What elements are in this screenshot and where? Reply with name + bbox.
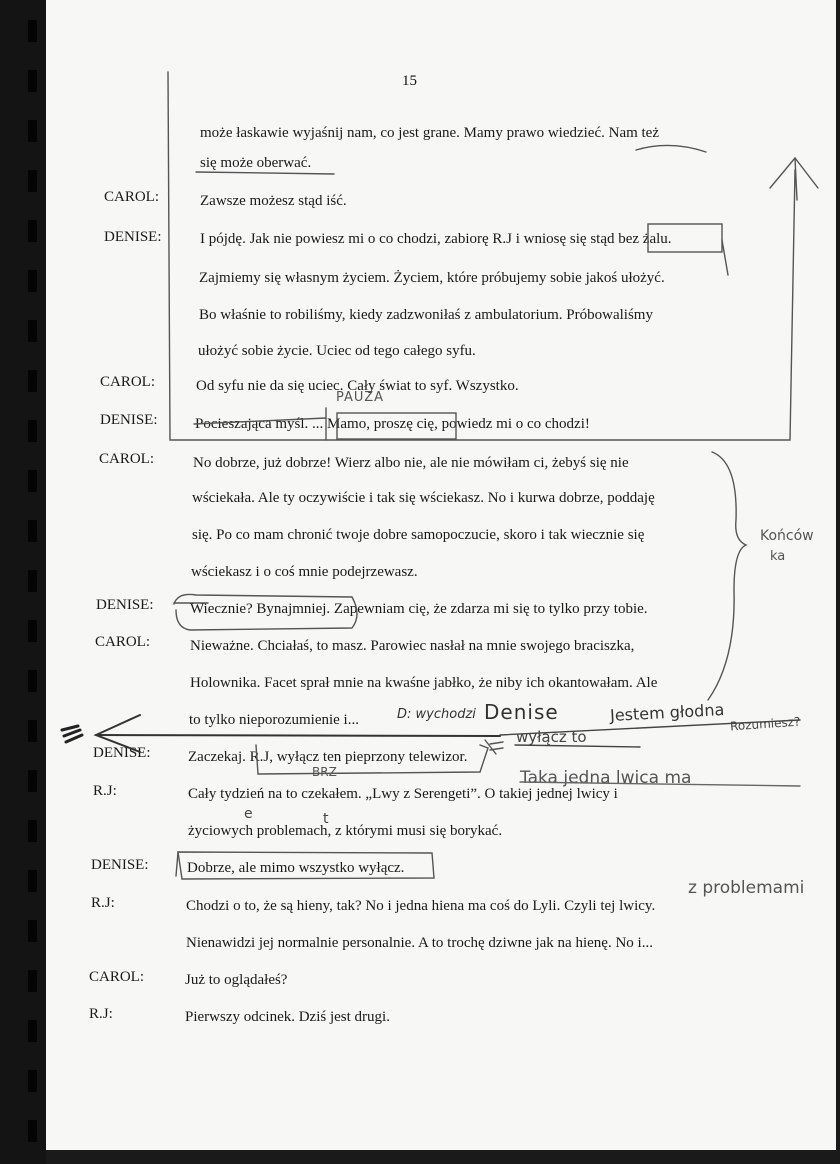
handwritten-note: e: [244, 806, 253, 822]
binding-hole: [28, 1120, 37, 1142]
dialogue-line: Chodzi o to, że są hieny, tak? No i jedna hiena ma coś do Lyli. Czyli tej lwicy.: [186, 898, 656, 914]
speaker-label: DENISE:: [91, 857, 149, 873]
dialogue-line: Dobrze, ale mimo wszystko wyłącz.: [187, 860, 405, 876]
dialogue-line: Pocieszająca myśl. ... Mamo, proszę cię, powiedz mi o co chodzi!: [195, 416, 590, 432]
binding-hole: [28, 1020, 37, 1042]
dialogue-line: Zajmiemy się własnym życiem. Życiem, które próbujemy sobie jakoś ułożyć.: [199, 270, 665, 286]
dialogue-line: Cały tydzień na to czekałem. „Lwy z Serengeti”. O takiej jednej lwicy i: [188, 786, 618, 802]
dialogue-line: wściekała. Ale ty oczywiście i tak się wściekasz. No i kurwa dobrze, poddaję: [192, 490, 655, 506]
script-page: [46, 0, 836, 1150]
handwritten-note: Denise: [484, 700, 559, 724]
handwritten-note: t: [323, 811, 329, 827]
binding-hole: [28, 520, 37, 542]
binding-hole: [28, 270, 37, 292]
handwritten-note: ka: [770, 549, 786, 564]
dialogue-line: Bo właśnie to robiliśmy, kiedy zadzwoniłaś z ambulatorium. Próbowaliśmy: [199, 307, 653, 323]
handwritten-note: Końców: [760, 528, 814, 544]
speaker-label: R.J:: [91, 895, 115, 911]
speaker-label: R.J:: [89, 1006, 113, 1022]
binding-hole: [28, 320, 37, 342]
binding-hole: [28, 420, 37, 442]
speaker-label: DENISE:: [100, 412, 158, 428]
dialogue-line: Nienawidzi jej normalnie personalnie. A to trochę dziwne jak na hienę. No i...: [186, 935, 653, 951]
binding-hole: [28, 870, 37, 892]
binding-hole: [28, 220, 37, 242]
binding-hole: [28, 170, 37, 192]
dialogue-line: Od syfu nie da się uciec. Cały świat to syf. Wszystko.: [196, 378, 519, 394]
binding-hole: [28, 620, 37, 642]
dialogue-line: się. Po co mam chronić twoje dobre samopoczucie, skoro i tak wiecznie się: [192, 527, 645, 543]
speaker-label: DENISE:: [96, 597, 154, 613]
binding-hole: [28, 770, 37, 792]
handwritten-note: z problemami: [688, 878, 805, 898]
binding-hole: [28, 470, 37, 492]
binding-hole: [28, 970, 37, 992]
binding-hole: [28, 370, 37, 392]
handwritten-note: Taka jedna lwica ma: [520, 768, 692, 788]
dialogue-line: I pójdę. Jak nie powiesz mi o co chodzi, zabiorę R.J i wniosę się stąd bez żalu.: [200, 231, 672, 247]
binding-hole: [28, 1070, 37, 1092]
binding-hole: [28, 670, 37, 692]
dialogue-line: ułożyć sobie życie. Uciec od tego całego syfu.: [198, 343, 476, 359]
dialogue-line: to tylko nieporozumienie i...: [189, 712, 359, 728]
speaker-label: DENISE:: [93, 745, 151, 761]
dialogue-line: się może oberwać.: [200, 155, 312, 171]
binding-hole: [28, 570, 37, 592]
binding-hole: [28, 920, 37, 942]
dialogue-line: Zawsze możesz stąd iść.: [200, 193, 347, 209]
speaker-label: CAROL:: [104, 189, 160, 205]
speaker-label: CAROL:: [89, 969, 145, 985]
dialogue-line: wściekasz i o coś mnie podejrzewasz.: [191, 564, 418, 580]
speaker-label: CAROL:: [99, 451, 155, 467]
dialogue-line: Już to oglądałeś?: [185, 972, 288, 988]
binding-hole: [28, 820, 37, 842]
dialogue-line: Pierwszy odcinek. Dziś jest drugi.: [185, 1009, 390, 1025]
speaker-label: CAROL:: [95, 634, 151, 650]
handwritten-note: Jestem głodna: [609, 700, 725, 725]
binding-hole: [28, 70, 37, 92]
dialogue-line: może łaskawie wyjaśnij nam, co jest grane. Mamy prawo wiedzieć. Nam też: [200, 125, 660, 141]
dialogue-line: No dobrze, już dobrze! Wierz albo nie, ale nie mówiłam ci, żebyś się nie: [193, 455, 629, 471]
binding-strip: [0, 0, 46, 1164]
binding-hole: [28, 20, 37, 42]
dialogue-line: Nieważne. Chciałaś, to masz. Parowiec nasłał na mnie swojego braciszka,: [190, 638, 635, 654]
handwritten-note: Rozumiesz?: [729, 714, 801, 734]
dialogue-line: życiowych problemach, z którymi musi się borykać.: [188, 823, 503, 839]
handwritten-note: D: wychodzi: [397, 707, 476, 722]
handwritten-note: BRZ: [312, 765, 337, 779]
dialogue-line: Holownika. Facet sprał mnie na kwaśne jabłko, że niby ich okantowałam. Ale: [190, 675, 658, 691]
page-number: 15: [402, 73, 417, 89]
binding-hole: [28, 720, 37, 742]
handwritten-note: PAUZA: [336, 390, 384, 405]
dialogue-line: Wiecznie? Bynajmniej. Zapewniam cię, że zdarza mi się to tylko przy tobie.: [190, 601, 648, 617]
speaker-label: CAROL:: [100, 374, 156, 390]
speaker-label: DENISE:: [104, 229, 162, 245]
dialogue-line: Zaczekaj. R.J, wyłącz ten pieprzony telewizor.: [188, 749, 468, 765]
speaker-label: R.J:: [93, 783, 117, 799]
handwritten-note: wyłącz to: [516, 728, 587, 746]
binding-hole: [28, 120, 37, 142]
